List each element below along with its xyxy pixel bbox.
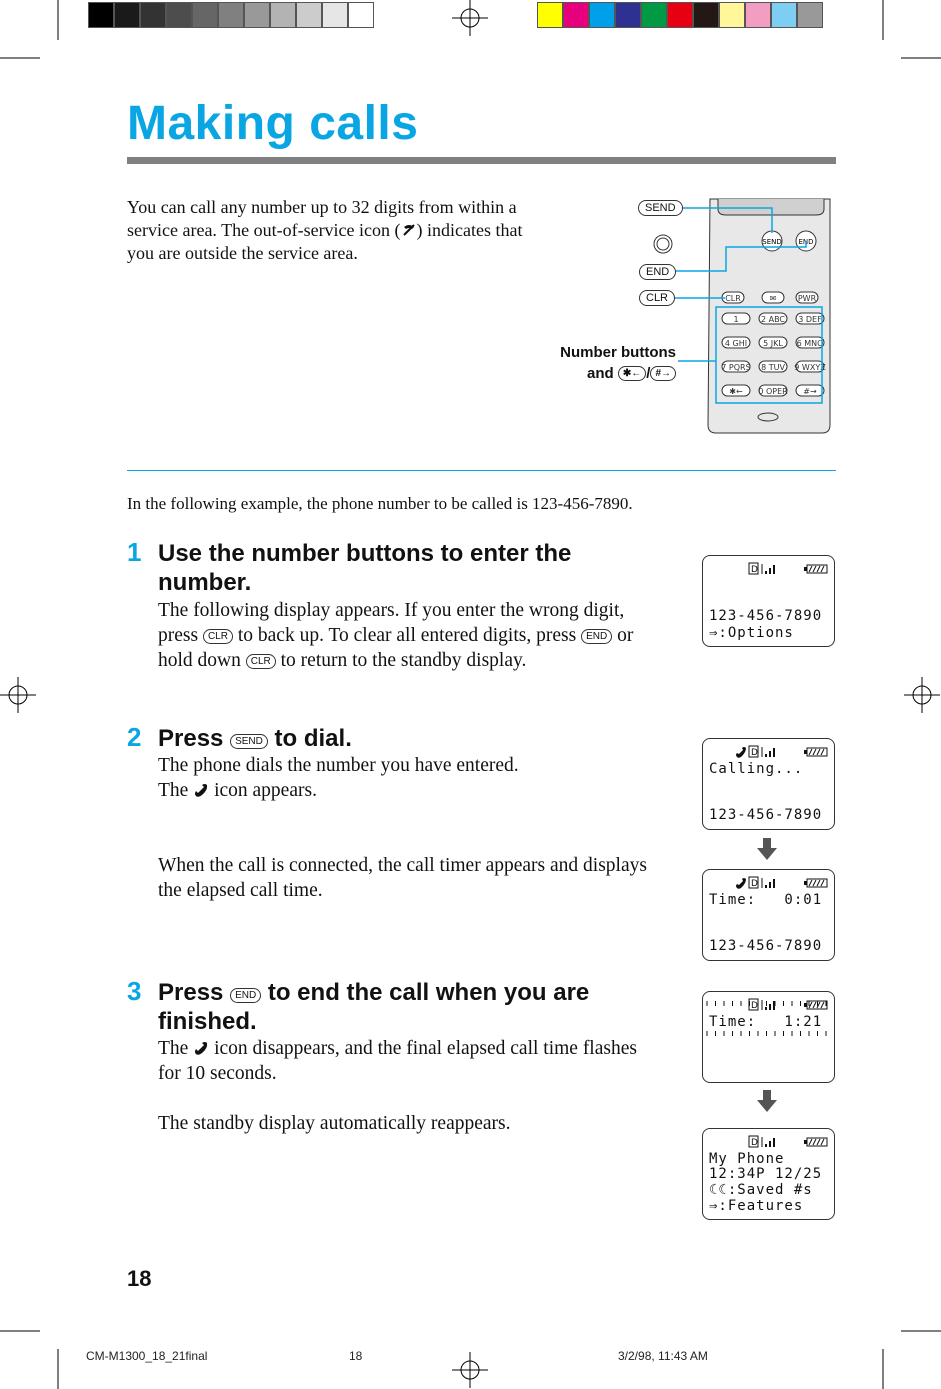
slug-page: 18	[349, 1349, 363, 1363]
phone-icon	[736, 747, 746, 758]
lcd-display-timer	[702, 869, 835, 961]
and-text: and	[587, 365, 614, 382]
lcd-line: Calling...	[709, 761, 804, 777]
clr-key: CLR	[246, 654, 276, 669]
lcd-display-standby	[702, 1128, 835, 1220]
intro-text-b: ) indicates that you are outside the service area.	[127, 220, 523, 263]
lcd-status-icons	[703, 876, 834, 890]
registration-mark-right	[904, 677, 940, 713]
battery-icon	[804, 1138, 827, 1146]
send-callout: SEND	[638, 200, 683, 216]
phone-digit-key-label: #→	[803, 387, 817, 396]
svg-text:D: D	[751, 748, 758, 758]
number-buttons-text: Number buttons	[560, 344, 676, 361]
step-3-text-a: The	[158, 1038, 189, 1059]
section-divider	[127, 470, 836, 471]
title-rule	[127, 157, 836, 164]
step-3-text-c: The standby display automatically reappears.	[158, 1113, 511, 1134]
lcd-status-icons	[703, 1135, 834, 1149]
number-buttons-label	[520, 342, 676, 384]
signal-strength-icon	[762, 1137, 775, 1147]
lcd-status-icons	[703, 562, 834, 576]
step-1-text-d: to return to the standby display.	[280, 650, 527, 671]
clr-key: CLR	[203, 629, 233, 644]
slash-text: /	[646, 365, 651, 382]
lcd-line: ⇒:Options	[709, 625, 794, 641]
step-2-title	[158, 724, 658, 753]
phone-digit-key-label: 3 DEF	[798, 315, 822, 324]
registration-mark-bottom	[452, 1352, 488, 1388]
step-2-number: 2	[127, 722, 142, 752]
clr-callout: CLR	[639, 290, 675, 306]
phone-mail-key-label: ✉	[769, 294, 777, 303]
signal-strength-icon	[762, 564, 775, 574]
intro-paragraph	[127, 196, 547, 265]
page-number: 18	[127, 1266, 152, 1291]
phone-digit-key-label: 9 WXYZ	[794, 363, 826, 372]
step-3-text-b: icon disappears, and the final elapsed call time flashes for 10 seconds.	[158, 1038, 637, 1084]
page-title: Making calls	[127, 97, 419, 150]
lcd-line: 123-456-7890	[709, 807, 823, 823]
intro-text-a: You can call any number up to 32 digits from within a service area. The out-of-service icon (	[127, 197, 517, 240]
in-use-phone-icon	[193, 782, 209, 798]
step-2-text-d: When the call is connected, the call timer appears and displays the elapsed call time.	[158, 855, 647, 901]
svg-text:D: D	[751, 879, 758, 889]
phone-digit-key-label: 0 OPER	[758, 387, 788, 396]
lcd-line: My Phone	[709, 1151, 785, 1167]
step-2-text-a: The phone dials the number you have entered.	[158, 755, 519, 776]
end-key: END	[230, 988, 261, 1003]
battery-icon	[804, 748, 827, 756]
step-3-title-a: Press	[158, 979, 224, 1006]
battery-icon	[804, 879, 827, 887]
phone-diagram	[630, 195, 840, 440]
step-1-title: Use the number buttons to enter the number.	[158, 540, 572, 596]
lcd-line: Time: 0:01	[709, 892, 823, 908]
slug-date: 3/2/98, 11:43 AM	[618, 1349, 708, 1363]
signal-strength-icon	[762, 878, 775, 888]
step-3-title-b: to end the call when you are finished.	[158, 979, 590, 1035]
step-3-title	[158, 978, 658, 1036]
phone-icon	[736, 878, 746, 889]
phone-digit-key-label: 8 TUV	[761, 363, 785, 372]
step-1-body	[158, 598, 663, 673]
end-callout: END	[639, 264, 676, 280]
step-3-body	[158, 1036, 663, 1136]
step-2-text-b: The	[158, 780, 189, 801]
phone-clr-key-label: CLR	[725, 294, 741, 303]
step-2-title-a: Press	[158, 725, 224, 752]
phone-digit-key-label: 4 GHI	[724, 339, 748, 348]
step-2-text-c: icon appears.	[214, 780, 317, 801]
lcd-display-entered	[702, 555, 835, 647]
phone-end-key-label: END	[798, 238, 814, 246]
lcd-line: 123-456-7890	[709, 938, 823, 954]
signal-strength-icon	[762, 747, 775, 757]
step-2-title-b: to dial.	[274, 725, 352, 752]
lcd-status-icons	[703, 745, 834, 759]
svg-text:D: D	[751, 1001, 758, 1011]
step-1-text-c: or hold down	[158, 625, 634, 671]
phone-digit-key-label: 7 PQRS	[721, 363, 751, 372]
hash-key: #→	[650, 366, 676, 381]
step-3-number: 3	[127, 976, 142, 1006]
step-1-text-b: to back up. To clear all entered digits, press	[237, 625, 577, 646]
slug-filename: CM-M1300_18_21final	[86, 1349, 208, 1363]
phone-send-key-label: SEND	[762, 238, 782, 246]
phone-digit-key-label: 5 JKL	[763, 339, 783, 348]
phone-digit-key-label: ✱←	[729, 387, 743, 396]
phone-pwr-key-label: PWR	[797, 294, 817, 303]
in-use-phone-icon	[193, 1040, 209, 1056]
lcd-display-calling	[702, 738, 835, 830]
registration-mark-left	[0, 677, 36, 713]
phone-digit-key-label: 1	[733, 315, 739, 324]
lcd-display-final-time	[702, 991, 835, 1083]
lcd-line: ☾☾:Saved #s	[709, 1182, 813, 1198]
lcd-line: 12:34P 12/25	[709, 1166, 823, 1182]
phone-digit-key-label: 6 MNO	[796, 339, 824, 348]
lcd-line: ⇒:Features	[709, 1198, 804, 1214]
step-1-text-a: The following display appears. If you enter the wrong digit, press	[158, 600, 625, 646]
example-text: In the following example, the phone number to be called is 123-456-7890.	[127, 494, 633, 513]
lcd-line: Time: 1:21	[709, 1014, 823, 1030]
end-key: END	[581, 629, 612, 644]
battery-icon	[804, 565, 827, 573]
out-of-service-icon	[401, 222, 417, 238]
star-key: ✱←	[618, 366, 646, 381]
svg-text:D: D	[751, 1138, 758, 1148]
arrow-down-icon	[755, 1090, 779, 1114]
arrow-down-icon	[755, 838, 779, 862]
send-key: SEND	[230, 734, 268, 749]
step-1-number: 1	[127, 537, 142, 567]
phone-digit-key-label: 2 ABC	[760, 315, 786, 324]
lcd-line: 123-456-7890	[709, 608, 823, 624]
step-2-body	[158, 753, 663, 903]
svg-text:D: D	[751, 565, 758, 575]
registration-mark-top	[452, 0, 488, 36]
